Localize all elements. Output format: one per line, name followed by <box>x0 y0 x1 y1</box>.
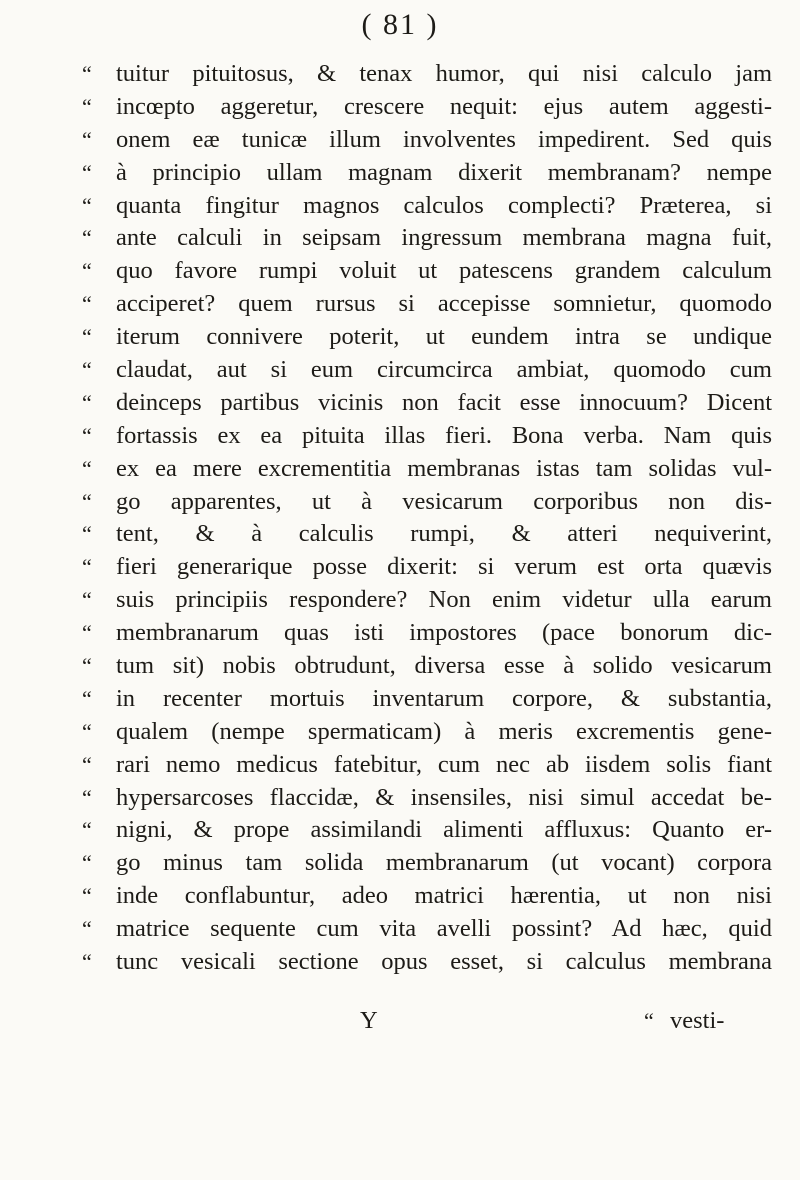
text-line <box>82 650 772 683</box>
line-text: hypersarcoses flaccidæ, & insensiles, nisi simul accedat be- <box>116 783 772 811</box>
quote-mark: “ <box>82 883 92 909</box>
text-line <box>82 321 772 354</box>
text-line <box>82 716 772 749</box>
quote-mark: “ <box>82 751 92 777</box>
text-line <box>82 946 772 979</box>
page-footer <box>0 1007 800 1047</box>
text-line <box>82 222 772 255</box>
line-text: fortassis ex ea pituita illas fieri. Bona verba. Nam quis <box>116 421 772 449</box>
quote-mark: “ <box>82 685 92 711</box>
line-text: in recenter mortuis inventarum corpore, & substantia, <box>116 684 772 712</box>
quote-mark: “ <box>82 916 92 942</box>
text-line <box>82 518 772 551</box>
quote-mark: “ <box>82 949 92 975</box>
text-line <box>82 288 772 321</box>
quote-mark: “ <box>82 817 92 843</box>
catchword-text: vesti- <box>670 1007 725 1034</box>
line-text: qualem (nempe spermaticam) à meris excrementis gene- <box>116 717 772 745</box>
body-text <box>82 58 772 979</box>
quote-mark: “ <box>644 1008 654 1033</box>
line-text: fieri generarique posse dixerit: si verum est orta quævis <box>116 553 772 581</box>
text-line <box>82 551 772 584</box>
quote-mark: “ <box>82 620 92 646</box>
signature-mark: Y <box>360 1007 378 1034</box>
quote-mark: “ <box>82 126 92 152</box>
quote-mark: “ <box>82 258 92 284</box>
text-line <box>82 354 772 387</box>
quote-mark: “ <box>82 291 92 317</box>
quote-mark: “ <box>82 61 92 86</box>
line-text: à principio ullam magnam dixerit membranam? nempe <box>116 158 772 186</box>
text-line <box>82 91 772 124</box>
line-text: onem eæ tunicæ illum involventes impedirent. Sed quis <box>116 125 772 153</box>
quote-mark: “ <box>82 784 92 810</box>
text-line <box>82 453 772 486</box>
quote-mark: “ <box>82 225 92 251</box>
quote-mark: “ <box>82 521 92 547</box>
text-line <box>82 617 772 650</box>
quote-mark: “ <box>82 192 92 218</box>
line-text: ex ea mere excrementitia membranas istas tam solidas vul- <box>116 454 772 482</box>
quote-mark: “ <box>82 718 92 744</box>
line-text: tuitur pituitosus, & tenax humor, qui nisi calculo jam <box>116 60 772 87</box>
line-text: ante calculi in seipsam ingressum membrana magna fuit, <box>116 224 772 252</box>
quote-mark: “ <box>82 554 92 580</box>
quote-mark: “ <box>82 324 92 350</box>
quote-mark: “ <box>82 488 92 514</box>
quote-mark: “ <box>82 850 92 876</box>
line-text: tum sit) nobis obtrudunt, diversa esse à solido vesicarum <box>116 652 772 680</box>
text-line <box>82 584 772 617</box>
line-text: nigni, & prope assimilandi alimenti affluxus: Quanto er- <box>116 816 772 844</box>
quote-mark: “ <box>82 587 92 613</box>
text-line <box>82 814 772 847</box>
quote-mark: “ <box>82 653 92 679</box>
text-line <box>82 749 772 782</box>
text-line <box>82 847 772 880</box>
line-text: suis principiis respondere? Non enim videtur ulla earum <box>116 586 772 614</box>
page-number: ( 81 ) <box>361 8 439 41</box>
line-text: claudat, aut si eum circumcirca ambiat, quomodo cum <box>116 356 772 384</box>
line-text: inde conflabuntur, adeo matrici hærentia, ut non nisi <box>116 882 772 910</box>
text-line <box>82 913 772 946</box>
text-line <box>82 683 772 716</box>
text-line <box>82 387 772 420</box>
text-line <box>82 880 772 913</box>
text-line <box>82 255 772 288</box>
text-line <box>82 190 772 223</box>
line-text: iterum connivere poterit, ut eundem intra se undique <box>116 323 772 351</box>
line-text: deinceps partibus vicinis non facit esse innocuum? Dicent <box>116 388 772 416</box>
text-line <box>82 782 772 815</box>
quote-mark: “ <box>82 357 92 383</box>
text-line <box>82 486 772 519</box>
line-text: rari nemo medicus fatebitur, cum nec ab iisdem solis fiant <box>116 750 772 778</box>
line-text: membranarum quas isti impostores (pace bonorum dic- <box>116 619 772 647</box>
line-text: incœpto aggeretur, crescere nequit: ejus autem aggesti- <box>116 92 772 120</box>
line-text: matrice sequente cum vita avelli possint? Ad hæc, quid <box>116 915 772 943</box>
quote-mark: “ <box>82 389 92 415</box>
line-text: quo favore rumpi voluit ut patescens grandem calculum <box>116 257 772 285</box>
quote-mark: “ <box>82 159 92 185</box>
line-text: tent, & à calculis rumpi, & atteri nequiverint, <box>116 520 772 548</box>
quote-mark: “ <box>82 422 92 448</box>
text-line <box>82 420 772 453</box>
line-text: go apparentes, ut à vesicarum corporibus non dis- <box>116 487 772 515</box>
line-text: acciperet? quem rursus si accepisse somnietur, quomodo <box>116 290 772 318</box>
quote-mark: “ <box>82 455 92 481</box>
text-line <box>82 58 772 91</box>
catchword <box>644 1007 724 1035</box>
line-text: go minus tam solida membranarum (ut vocant) corpora <box>116 849 772 877</box>
line-text: tunc vesicali sectione opus esset, si calculus membrana <box>116 948 772 976</box>
quote-mark: “ <box>82 93 92 119</box>
text-line <box>82 157 772 190</box>
text-line <box>82 124 772 157</box>
line-text: quanta fingitur magnos calculos complecti? Præterea, si <box>116 191 772 219</box>
